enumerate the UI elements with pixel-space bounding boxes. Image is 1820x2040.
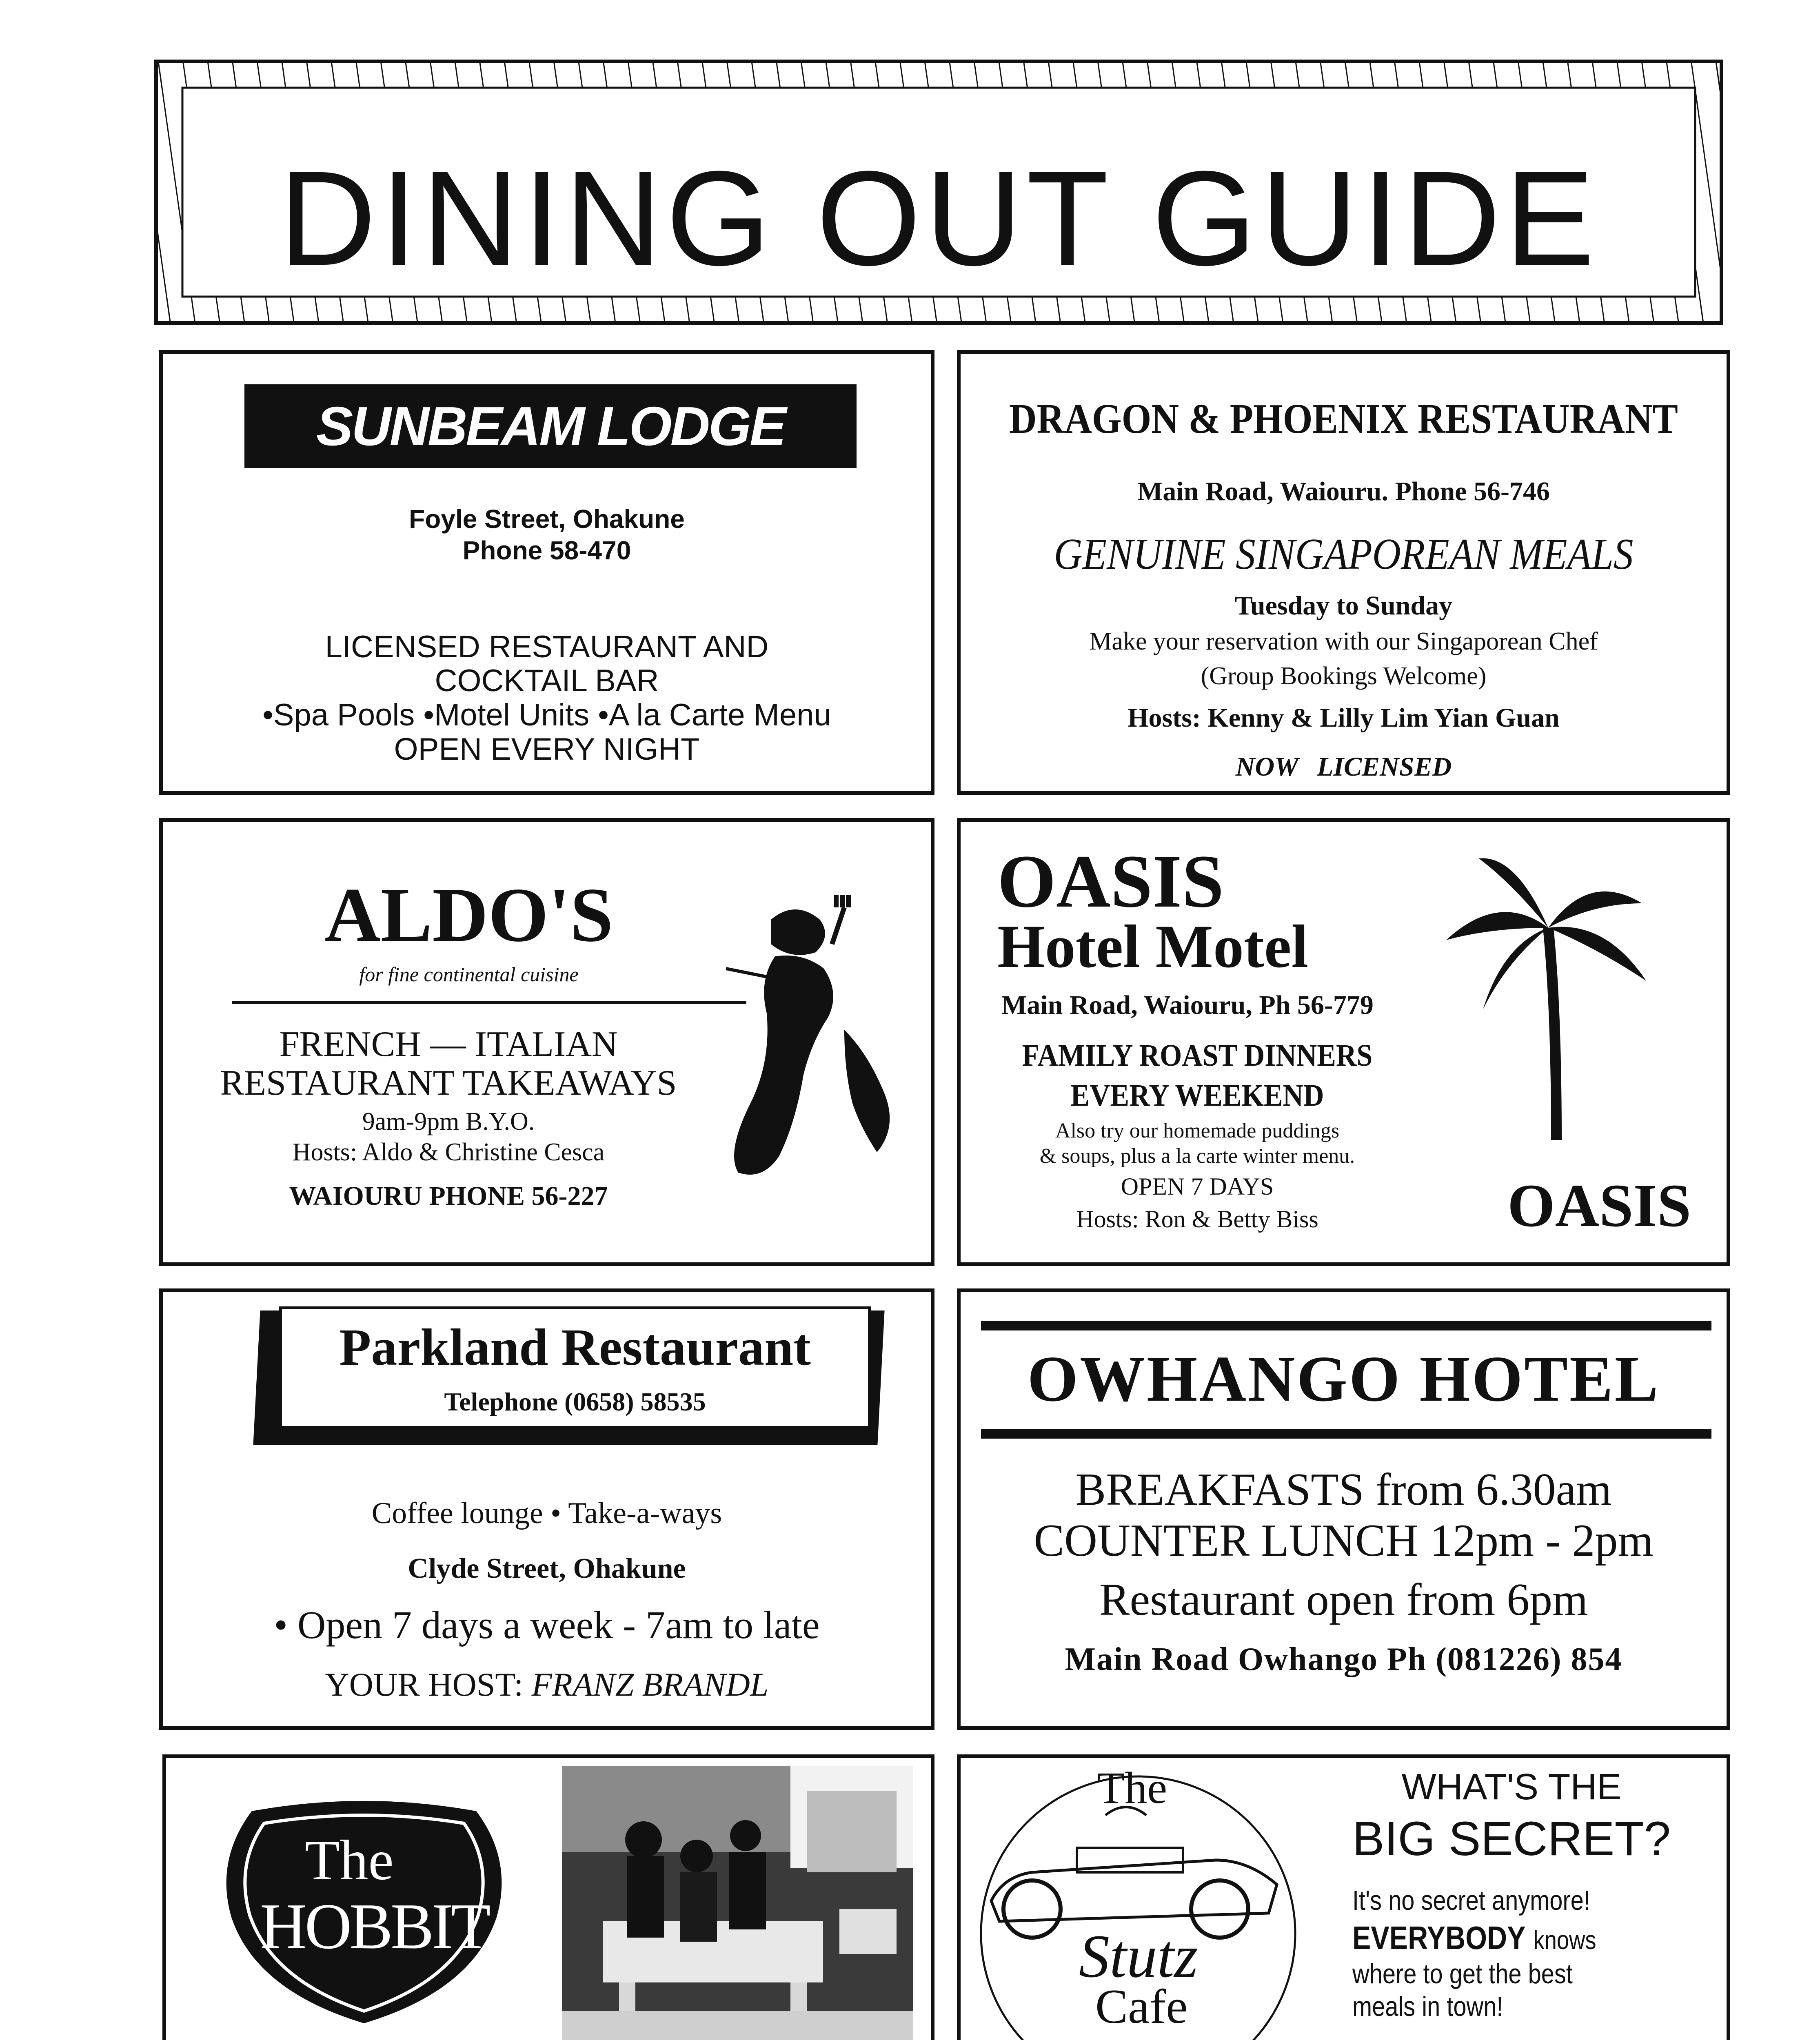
dragon-hosts: Hosts: Kenny & Lilly Lim Yian Guan [1128,703,1560,733]
owhango-line2: COUNTER LUNCH 12pm - 2pm [1034,1515,1654,1566]
stutz-line1: It's no secret anymore! [1352,1885,1590,1916]
sunbeam-line1: LICENSED RESTAURANT AND [325,630,769,664]
ad-stutz-cafe [957,1754,1730,2040]
owhango-rule-top [981,1321,1711,1330]
oasis-logo: OASIS [1507,1172,1691,1240]
ad-sunbeam-lodge [159,350,934,795]
stutz-line2-everybody: EVERYBODY [1352,1920,1526,1956]
stutz-head1: WHAT'S THE [1401,1767,1622,1807]
sunbeam-line3: •Spa Pools •Motel Units •A la Carte Menu [262,698,831,732]
parkland-line2: Clyde Street, Ohakune [408,1553,686,1584]
aldos-phone: WAIOURU PHONE 56-227 [289,1181,608,1211]
oasis-line3: Also try our homemade puddings [1055,1119,1340,1142]
oasis-line1: FAMILY ROAST DINNERS [1022,1038,1373,1073]
parkland-phone: Telephone (0658) 58535 [444,1387,706,1416]
ad-parkland [159,1288,934,1730]
oasis-title: OASIS [997,840,1224,923]
stutz-logo-stutz: Stutz [1079,1922,1198,1990]
aldos-hours: 9am-9pm B.Y.O. [362,1108,535,1135]
sunbeam-phone: Phone 58-470 [462,536,631,565]
parkland-line1: Coffee lounge • Take-a-ways [371,1497,722,1530]
parkland-line3: • Open 7 days a week - 7am to late [274,1603,820,1647]
ad-aldos [159,818,934,1266]
parkland-host [163,1665,931,1704]
stutz-head2: BIG SECRET? [1352,1812,1671,1866]
sunbeam-line4: OPEN EVERY NIGHT [394,732,700,767]
palm-tree-illustration [1442,854,1654,1140]
aldos-hosts: Hosts: Aldo & Christine Cesca [292,1138,605,1166]
owhango-rule-bottom [981,1429,1711,1439]
ad-oasis [957,818,1730,1266]
restaurant-interior-photo [562,1766,913,2040]
owhango-line4: Main Road Owhango Ph (081226) 854 [1065,1641,1622,1677]
ad-dragon-phoenix [957,350,1730,795]
owhango-line1: BREAKFASTS from 6.30am [1075,1464,1612,1515]
dragon-line2: (Group Bookings Welcome) [1201,662,1487,690]
owhango-title: OWHANGO HOTEL [1027,1342,1660,1415]
page-title: DINING OUT GUIDE [279,143,1599,293]
dragon-licensed: NOW LICENSED [1235,752,1452,782]
hobbit-logo-name: HOBBIT [260,1890,488,1962]
oasis-days: OPEN 7 DAYS [1121,1173,1274,1200]
ad-owhango-hotel [957,1288,1730,1730]
sunbeam-logo: SUNBEAM LODGE [244,384,857,468]
sunbeam-address: Foyle Street, Ohakune [409,504,685,534]
stutz-line2-knows: knows [1533,1925,1596,1955]
hobbit-logo-the: The [305,1829,394,1892]
oasis-line4: & soups, plus a la carte winter menu. [1039,1144,1355,1168]
dragon-line1: Make your reservation with our Singaporean Chef [1089,628,1598,655]
stutz-line4: meals in town! [1352,1991,1503,2022]
stutz-logo-cafe: Cafe [1095,1979,1188,2033]
oasis-address: Main Road, Waiouru, Ph 56-779 [1001,990,1374,1020]
ad-hobbit [162,1754,934,2040]
chef-waiter-illustration [710,895,922,1213]
dragon-days: Tuesday to Sunday [1234,591,1453,621]
dragon-address: Main Road, Waiouru. Phone 56-746 [1137,477,1550,506]
aldos-line2: RESTAURANT TAKEAWAYS [220,1063,677,1103]
parkland-title: Parkland Restaurant [339,1318,811,1376]
stutz-logo-the: The [1097,1763,1167,1813]
header-banner [154,60,1723,325]
dragon-tagline: GENUINE SINGAPOREAN MEALS [1054,530,1634,579]
owhango-line3: Restaurant open from 6pm [1099,1574,1588,1625]
sunbeam-line2: COCKTAIL BAR [435,663,659,698]
parkland-host-label: YOUR HOST: [325,1666,524,1703]
stutz-line2 [1352,1919,1596,1957]
oasis-line2: EVERY WEEKEND [1070,1078,1324,1113]
aldos-title: ALDO'S [324,872,613,958]
aldos-subtitle: for fine continental cuisine [359,963,579,986]
aldos-divider [232,1001,746,1004]
oasis-hosts: Hosts: Ron & Betty Biss [1076,1206,1318,1233]
dragon-title: DRAGON & PHOENIX RESTAURANT [1009,395,1678,442]
aldos-line1: FRENCH — ITALIAN [279,1024,618,1064]
parkland-title-panel [279,1306,871,1429]
stutz-line3: where to get the best [1352,1958,1573,1989]
parkland-host-name: FRANZ BRANDL [531,1666,769,1703]
oasis-subtitle: Hotel Motel [997,913,1309,980]
